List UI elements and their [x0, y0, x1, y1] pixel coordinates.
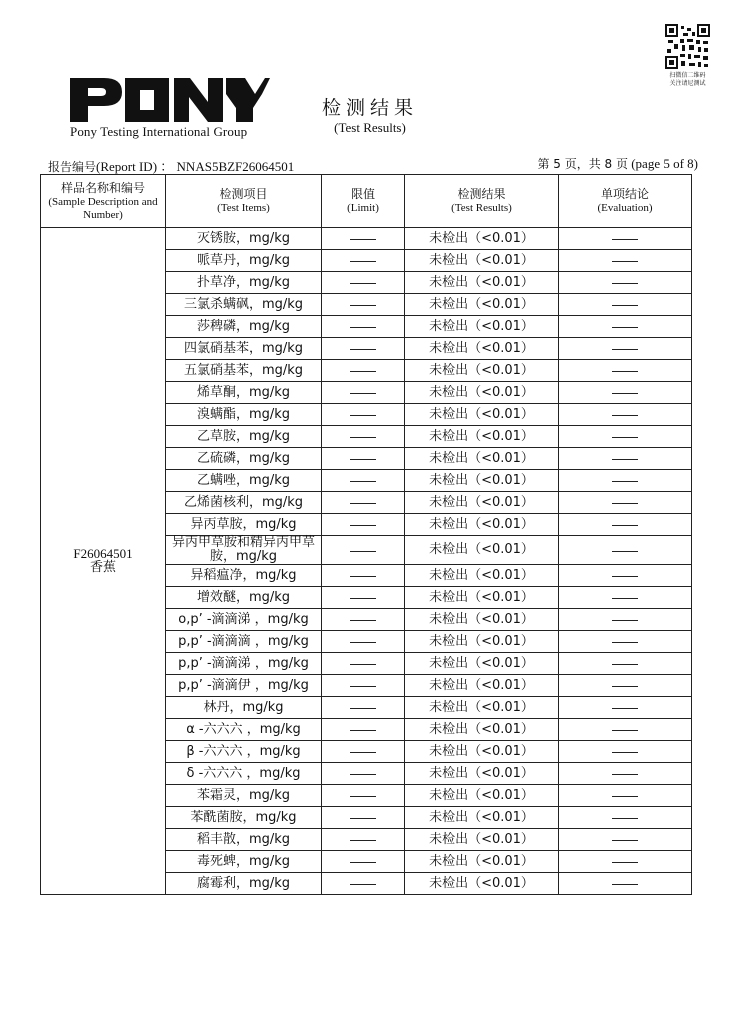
dash-mark — [350, 664, 376, 665]
test-result: 未检出（<0.01） — [405, 609, 559, 631]
test-result: 未检出（<0.01） — [405, 492, 559, 514]
test-result: 未检出（<0.01） — [405, 338, 559, 360]
dash-mark — [350, 349, 376, 350]
evaluation-cell — [559, 294, 692, 316]
evaluation-cell — [559, 228, 692, 250]
evaluation-cell — [559, 360, 692, 382]
evaluation-cell — [559, 426, 692, 448]
test-result: 未检出（<0.01） — [405, 807, 559, 829]
report-id: 报告编号(Report ID) ： NNAS5BZF26064501 — [48, 159, 295, 174]
dash-mark — [612, 239, 638, 240]
company-name: Pony Testing International Group — [70, 124, 248, 139]
test-result: 未检出（<0.01） — [405, 719, 559, 741]
test-result: 未检出（<0.01） — [405, 851, 559, 873]
dash-mark — [612, 349, 638, 350]
test-item: 四氯硝基苯，mg/kg — [166, 338, 322, 360]
test-item: 乙螨唑，mg/kg — [166, 470, 322, 492]
test-result: 未检出（<0.01） — [405, 675, 559, 697]
test-result: 未检出（<0.01） — [405, 873, 559, 895]
evaluation-cell — [559, 587, 692, 609]
evaluation-cell — [559, 470, 692, 492]
limit-cell — [322, 697, 405, 719]
test-item: 烯草酮，mg/kg — [166, 382, 322, 404]
test-item: 哌草丹，mg/kg — [166, 250, 322, 272]
limit-cell — [322, 741, 405, 763]
test-result: 未检出（<0.01） — [405, 316, 559, 338]
dash-mark — [350, 459, 376, 460]
test-item: 灭锈胺，mg/kg — [166, 228, 322, 250]
limit-cell — [322, 360, 405, 382]
test-result: 未检出（<0.01） — [405, 470, 559, 492]
dash-mark — [612, 818, 638, 819]
evaluation-cell — [559, 272, 692, 294]
test-item: 溴螨酯，mg/kg — [166, 404, 322, 426]
dash-mark — [612, 884, 638, 885]
test-item: 林丹，mg/kg — [166, 697, 322, 719]
dash-mark — [612, 481, 638, 482]
limit-cell — [322, 470, 405, 492]
test-item: α -六六六 ，mg/kg — [166, 719, 322, 741]
evaluation-cell — [559, 536, 692, 565]
dash-mark — [350, 576, 376, 577]
limit-cell — [322, 785, 405, 807]
sample-number: F26064501 — [73, 546, 133, 561]
evaluation-cell — [559, 609, 692, 631]
test-item: p,p’ -滴滴涕 ，mg/kg — [166, 653, 322, 675]
dash-mark — [350, 305, 376, 306]
test-result: 未检出（<0.01） — [405, 250, 559, 272]
evaluation-cell — [559, 697, 692, 719]
dash-mark — [612, 862, 638, 863]
dash-mark — [612, 261, 638, 262]
evaluation-cell — [559, 316, 692, 338]
test-result: 未检出（<0.01） — [405, 697, 559, 719]
dash-mark — [612, 437, 638, 438]
limit-cell — [322, 609, 405, 631]
dash-mark — [350, 642, 376, 643]
test-item: p,p’ -滴滴伊 ，mg/kg — [166, 675, 322, 697]
dash-mark — [350, 862, 376, 863]
dash-mark — [350, 840, 376, 841]
limit-cell — [322, 851, 405, 873]
table-header-row — [41, 175, 692, 228]
evaluation-cell — [559, 338, 692, 360]
dash-mark — [612, 393, 638, 394]
dash-mark — [612, 686, 638, 687]
limit-cell — [322, 719, 405, 741]
evaluation-cell — [559, 565, 692, 587]
test-item: β -六六六 ，mg/kg — [166, 741, 322, 763]
test-item: 苯酰菌胺，mg/kg — [166, 807, 322, 829]
test-item: p,p’ -滴滴滴 ，mg/kg — [166, 631, 322, 653]
limit-cell — [322, 338, 405, 360]
report-id-value: NNAS5BZF26064501 — [176, 159, 295, 174]
test-item: 乙草胺，mg/kg — [166, 426, 322, 448]
test-item: 莎稗磷，mg/kg — [166, 316, 322, 338]
dash-mark — [350, 261, 376, 262]
dash-mark — [612, 642, 638, 643]
evaluation-cell — [559, 514, 692, 536]
dash-mark — [350, 481, 376, 482]
test-item: 毒死蜱，mg/kg — [166, 851, 322, 873]
evaluation-cell — [559, 785, 692, 807]
evaluation-cell — [559, 448, 692, 470]
test-result: 未检出（<0.01） — [405, 829, 559, 851]
test-item: 异稻瘟净，mg/kg — [166, 565, 322, 587]
dash-mark — [350, 620, 376, 621]
limit-cell — [322, 807, 405, 829]
dash-mark — [612, 620, 638, 621]
evaluation-cell — [559, 653, 692, 675]
test-item: 异丙甲草胺和精异丙甲草胺，mg/kg — [166, 536, 322, 565]
header-test-items: 检测项目 (Test Items) — [166, 175, 322, 228]
test-item: o,p’ -滴滴涕 ，mg/kg — [166, 609, 322, 631]
header-limit: 限值 (Limit) — [322, 175, 405, 228]
dash-mark — [612, 459, 638, 460]
test-result: 未检出（<0.01） — [405, 587, 559, 609]
test-item: δ -六六六 ，mg/kg — [166, 763, 322, 785]
dash-mark — [350, 774, 376, 775]
test-item: 五氯硝基苯，mg/kg — [166, 360, 322, 382]
dash-mark — [612, 730, 638, 731]
dash-mark — [612, 708, 638, 709]
dash-mark — [612, 283, 638, 284]
dash-mark — [612, 551, 638, 552]
dash-mark — [350, 796, 376, 797]
limit-cell — [322, 514, 405, 536]
limit-cell — [322, 382, 405, 404]
dash-mark — [612, 664, 638, 665]
evaluation-cell — [559, 404, 692, 426]
test-result: 未检出（<0.01） — [405, 272, 559, 294]
dash-mark — [350, 884, 376, 885]
dash-mark — [350, 239, 376, 240]
test-result: 未检出（<0.01） — [405, 785, 559, 807]
test-item: 腐霉利，mg/kg — [166, 873, 322, 895]
test-result: 未检出（<0.01） — [405, 448, 559, 470]
limit-cell — [322, 565, 405, 587]
limit-cell — [322, 631, 405, 653]
dash-mark — [350, 598, 376, 599]
limit-cell — [322, 294, 405, 316]
dash-mark — [350, 371, 376, 372]
evaluation-cell — [559, 829, 692, 851]
evaluation-cell — [559, 250, 692, 272]
dash-mark — [350, 686, 376, 687]
dash-mark — [350, 393, 376, 394]
dash-mark — [612, 598, 638, 599]
evaluation-cell — [559, 675, 692, 697]
limit-cell — [322, 250, 405, 272]
limit-cell — [322, 536, 405, 565]
dash-mark — [612, 796, 638, 797]
test-item: 苯霜灵，mg/kg — [166, 785, 322, 807]
dash-mark — [350, 708, 376, 709]
dash-mark — [350, 525, 376, 526]
limit-cell — [322, 653, 405, 675]
evaluation-cell — [559, 631, 692, 653]
dash-mark — [350, 415, 376, 416]
test-result: 未检出（<0.01） — [405, 382, 559, 404]
limit-cell — [322, 675, 405, 697]
dash-mark — [350, 818, 376, 819]
limit-cell — [322, 492, 405, 514]
dash-mark — [612, 327, 638, 328]
dash-mark — [612, 576, 638, 577]
page-info: 第 5 页，共 8 页 (page 5 of 8) — [537, 156, 698, 171]
evaluation-cell — [559, 807, 692, 829]
dash-mark — [612, 305, 638, 306]
limit-cell — [322, 587, 405, 609]
limit-cell — [322, 763, 405, 785]
test-item: 乙烯菌核利，mg/kg — [166, 492, 322, 514]
dash-mark — [612, 415, 638, 416]
test-result: 未检出（<0.01） — [405, 294, 559, 316]
limit-cell — [322, 228, 405, 250]
test-result: 未检出（<0.01） — [405, 426, 559, 448]
dash-mark — [612, 371, 638, 372]
test-item: 增效醚，mg/kg — [166, 587, 322, 609]
header-evaluation: 单项结论 (Evaluation) — [559, 175, 692, 228]
test-item: 乙硫磷，mg/kg — [166, 448, 322, 470]
test-item: 稻丰散，mg/kg — [166, 829, 322, 851]
table-row — [41, 228, 692, 250]
test-item: 异丙草胺，mg/kg — [166, 514, 322, 536]
evaluation-cell — [559, 492, 692, 514]
test-result: 未检出（<0.01） — [405, 565, 559, 587]
test-result: 未检出（<0.01） — [405, 228, 559, 250]
dash-mark — [612, 525, 638, 526]
evaluation-cell — [559, 741, 692, 763]
test-result: 未检出（<0.01） — [405, 404, 559, 426]
document-title-cn: 检测结果 — [321, 97, 418, 119]
limit-cell — [322, 426, 405, 448]
limit-cell — [322, 316, 405, 338]
test-result: 未检出（<0.01） — [405, 763, 559, 785]
evaluation-cell — [559, 382, 692, 404]
dash-mark — [612, 503, 638, 504]
limit-cell — [322, 404, 405, 426]
sample-name: 香蕉 — [89, 560, 116, 575]
limit-cell — [322, 829, 405, 851]
limit-cell — [322, 272, 405, 294]
pony-logo — [70, 76, 270, 124]
evaluation-cell — [559, 873, 692, 895]
test-result: 未检出（<0.01） — [405, 514, 559, 536]
dash-mark — [612, 752, 638, 753]
test-result: 未检出（<0.01） — [405, 741, 559, 763]
dash-mark — [612, 840, 638, 841]
dash-mark — [350, 283, 376, 284]
dash-mark — [350, 437, 376, 438]
test-result: 未检出（<0.01） — [405, 631, 559, 653]
dash-mark — [612, 774, 638, 775]
dash-mark — [350, 327, 376, 328]
evaluation-cell — [559, 719, 692, 741]
qr-code-icon — [665, 24, 710, 69]
limit-cell — [322, 448, 405, 470]
header-sample: 样品名称和编号 (Sample Description and Number) — [41, 175, 166, 228]
limit-cell — [322, 873, 405, 895]
qr-caption: 扫微信二维码 关注请尼测试 — [669, 72, 706, 87]
test-result: 未检出（<0.01） — [405, 536, 559, 565]
document-title-en: (Test Results) — [334, 120, 406, 135]
dash-mark — [350, 503, 376, 504]
test-item: 三氯杀螨砜，mg/kg — [166, 294, 322, 316]
test-result: 未检出（<0.01） — [405, 653, 559, 675]
test-item: 扑草净，mg/kg — [166, 272, 322, 294]
dash-mark — [350, 551, 376, 552]
evaluation-cell — [559, 851, 692, 873]
test-result: 未检出（<0.01） — [405, 360, 559, 382]
test-results-table — [40, 174, 692, 895]
dash-mark — [350, 730, 376, 731]
dash-mark — [350, 752, 376, 753]
evaluation-cell — [559, 763, 692, 785]
sample-cell — [41, 228, 166, 895]
header-test-results: 检测结果 (Test Results) — [405, 175, 559, 228]
